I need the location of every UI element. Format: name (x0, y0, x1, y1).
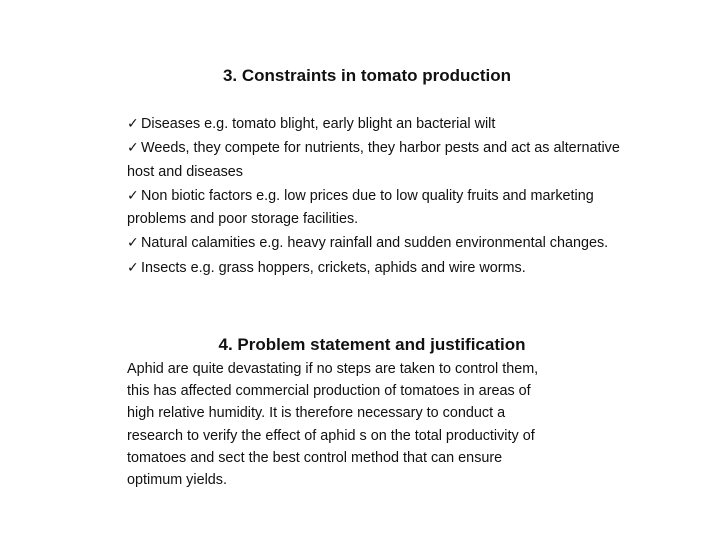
list-item (127, 112, 627, 136)
list-item (127, 231, 627, 255)
section-3-title: 3. Constraints in tomato production (222, 66, 512, 85)
checkmark-icon: ✓ (127, 139, 139, 156)
list-item (127, 184, 627, 232)
list-item-text: Insects e.g. grass hoppers, crickets, aphids and wire worms. (141, 259, 526, 276)
list-item-text: Non biotic factors e.g. low prices due to low quality fruits and marketing problems and poor storage facilities. (127, 187, 594, 228)
checkmark-icon: ✓ (127, 115, 139, 131)
list-item-text: Diseases e.g. tomato blight, early blight an bacterial wilt (141, 116, 496, 132)
problem-statement-paragraph: Aphid are quite devastating if no steps are taken to control them, this has affected commercial production of tomatoes in areas of high relative humidity. It is therefore necessary to conduct a research to verify the effect of aphid s on the total productivity of tomatoes and sect the best control method that can ensure optimum yields. (127, 361, 539, 489)
checkmark-icon: ✓ (127, 258, 139, 275)
checkmark-icon: ✓ (127, 186, 139, 203)
constraints-list (127, 112, 627, 280)
section-4-title: 4. Problem statement and justification (218, 335, 526, 354)
checkmark-icon: ✓ (127, 234, 139, 251)
list-item-text: Natural calamities e.g. heavy rainfall and sudden environmental changes. (141, 235, 609, 252)
list-item-text: Weeds, they compete for nutrients, they harbor pests and act as alternative host and diseases (127, 140, 620, 180)
list-item (127, 136, 627, 184)
list-item (127, 256, 627, 280)
